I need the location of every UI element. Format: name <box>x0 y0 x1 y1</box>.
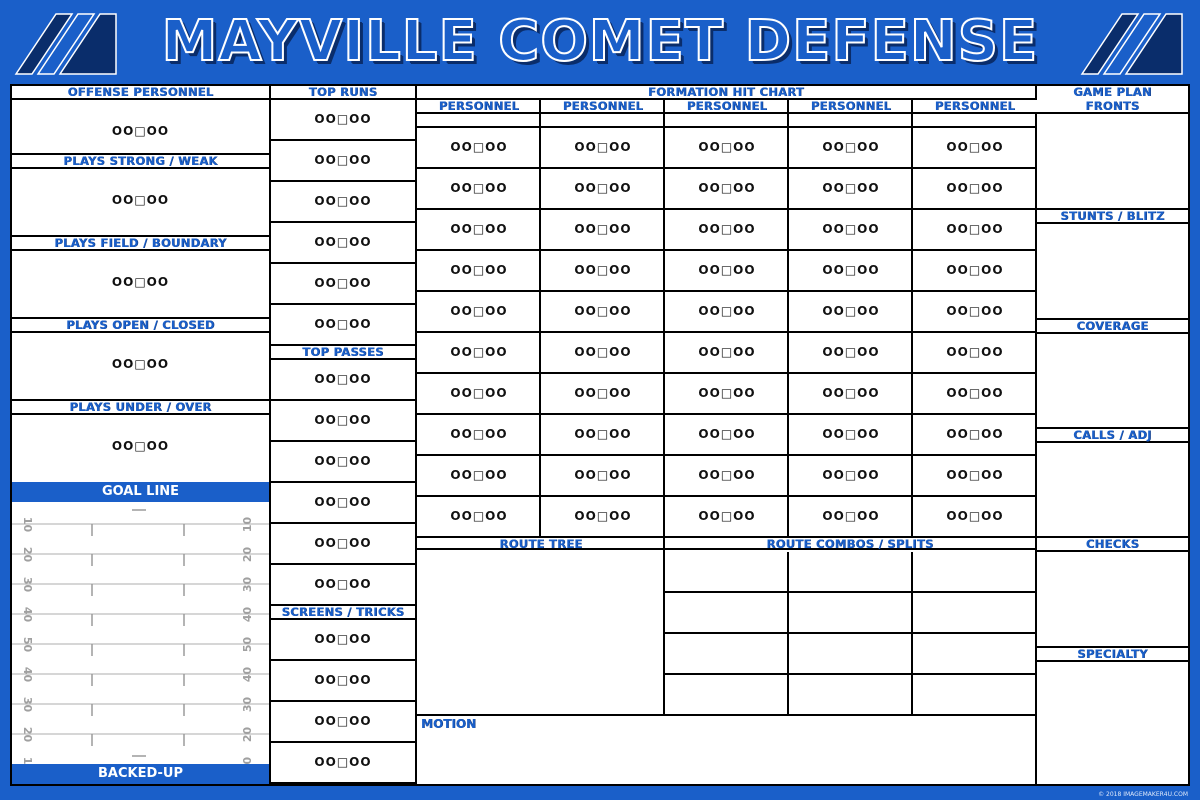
formation-cell[interactable] <box>789 128 913 169</box>
formation-cell[interactable] <box>665 169 789 210</box>
formation-symbol: OO□OO <box>314 713 372 728</box>
play-cell[interactable] <box>271 401 415 442</box>
formation-symbol: OO□OO <box>314 152 372 167</box>
formation-cell[interactable] <box>541 333 665 374</box>
formation-symbol: OO□OO <box>946 263 1004 277</box>
play-cell[interactable] <box>271 223 415 264</box>
formation-symbol: OO□OO <box>111 124 170 138</box>
formation-symbol: OO□OO <box>946 509 1004 523</box>
formation-symbol: OO□OO <box>574 140 632 154</box>
formation-symbol: OO□OO <box>314 453 372 468</box>
personnel-entry[interactable] <box>789 114 913 128</box>
play-cell[interactable] <box>271 360 415 401</box>
yard-number: 10 <box>21 516 35 533</box>
play-cell[interactable] <box>271 182 415 223</box>
formation-symbol: OO□OO <box>574 181 632 195</box>
header-offense-personnel: OFFENSE PERSONNEL <box>12 86 269 100</box>
formation-symbol: OO□OO <box>574 386 632 400</box>
formation-cell[interactable] <box>665 333 789 374</box>
formation-symbol: OO□OO <box>450 345 508 359</box>
formation-symbol: OO□OO <box>574 263 632 277</box>
divider <box>417 714 1035 716</box>
yard-number: 40 <box>241 606 255 623</box>
formation-cell[interactable] <box>789 415 913 456</box>
formation-cell[interactable] <box>417 128 541 169</box>
divider <box>663 100 665 536</box>
formation-symbol: OO□OO <box>822 509 880 523</box>
formation-symbol: OO□OO <box>822 427 880 441</box>
formation-cell[interactable] <box>665 415 789 456</box>
header-stunts-blitz: STUNTS / BLITZ <box>1037 208 1188 224</box>
page-title: MAYVILLE COMET DEFENSE <box>161 9 1039 74</box>
formation-cell[interactable] <box>913 456 1037 497</box>
formation-cell[interactable] <box>541 292 665 333</box>
personnel-entry[interactable] <box>665 114 789 128</box>
divider <box>911 100 913 536</box>
formation-cell[interactable] <box>789 292 913 333</box>
formation-symbol: OO□OO <box>111 275 170 289</box>
formation-symbol: OO□OO <box>111 357 170 371</box>
divider <box>787 100 789 536</box>
yard-number: 40 <box>21 606 35 623</box>
formation-cell[interactable] <box>665 374 789 415</box>
formation-symbol: OO□OO <box>314 111 372 126</box>
formation-cell[interactable] <box>417 415 541 456</box>
formation-symbol: OO□OO <box>698 140 756 154</box>
formation-cell[interactable] <box>541 374 665 415</box>
formation-symbol: OO□OO <box>946 181 1004 195</box>
formation-symbol: OO□OO <box>450 468 508 482</box>
formation-cell[interactable] <box>541 251 665 292</box>
formation-symbol: OO□OO <box>698 263 756 277</box>
formation-symbol: OO□OO <box>822 345 880 359</box>
formation-symbol: OO□OO <box>314 275 372 290</box>
formation-symbol: OO□OO <box>822 386 880 400</box>
formation-symbol: OO□OO <box>822 263 880 277</box>
formation-cell[interactable] <box>541 128 665 169</box>
field-diagram <box>12 502 269 762</box>
formation-cell[interactable] <box>913 333 1037 374</box>
yard-number: 20 <box>21 726 35 743</box>
header-personnel: PERSONNEL <box>665 100 789 114</box>
play-cell[interactable] <box>271 264 415 305</box>
yard-number: 10 <box>241 516 255 533</box>
header-route-combos: ROUTE COMBOS / SPLITS <box>665 536 1035 550</box>
formation-cell[interactable] <box>789 497 913 538</box>
formation-cell[interactable] <box>913 374 1037 415</box>
formation-cell[interactable] <box>541 456 665 497</box>
formation-cell[interactable] <box>541 169 665 210</box>
yard-numbers-left <box>20 518 40 758</box>
motion-label: MOTION <box>421 717 477 731</box>
header-coverage: COVERAGE <box>1037 318 1188 334</box>
play-cell[interactable] <box>271 620 415 661</box>
formation-cell[interactable] <box>789 169 913 210</box>
backed-up-band: BACKED-UP <box>12 764 269 784</box>
formation-symbol: OO□OO <box>450 181 508 195</box>
formation-symbol: OO□OO <box>314 535 372 550</box>
formation-symbol: OO□OO <box>698 222 756 236</box>
formation-symbol: OO□OO <box>314 576 372 591</box>
formation-symbol: OO□OO <box>111 439 170 453</box>
personnel-entry[interactable] <box>913 114 1037 128</box>
play-cell[interactable] <box>271 524 415 565</box>
formation-symbol: OO□OO <box>314 754 372 769</box>
formation-symbol: OO□OO <box>574 222 632 236</box>
formation-symbol: OO□OO <box>698 468 756 482</box>
formation-symbol: OO□OO <box>314 672 372 687</box>
formation-cell[interactable] <box>913 169 1037 210</box>
formation-symbol: OO□OO <box>450 509 508 523</box>
formation-symbol: OO□OO <box>822 140 880 154</box>
header-plays-strong-weak: PLAYS STRONG / WEAK <box>12 153 269 169</box>
copyright-text: © 2018 IMAGEMAKER4U.COM <box>1098 791 1188 798</box>
route-combo-cell[interactable] <box>665 552 789 593</box>
header-formation-hit-chart: FORMATION HIT CHART <box>417 86 1035 100</box>
formation-symbol: OO□OO <box>574 345 632 359</box>
header-personnel: PERSONNEL <box>789 100 913 114</box>
yard-numbers-right <box>240 518 260 758</box>
formation-cell[interactable] <box>417 210 541 251</box>
header-calls-adj: CALLS / ADJ <box>1037 427 1188 443</box>
formation-symbol: OO□OO <box>111 193 170 207</box>
header-checks: CHECKS <box>1037 536 1188 552</box>
formation-cell[interactable] <box>913 497 1037 538</box>
formation-cell[interactable] <box>541 210 665 251</box>
play-cell[interactable] <box>271 100 415 141</box>
formation-symbol: OO□OO <box>946 304 1004 318</box>
goal-line-band: GOAL LINE <box>12 482 269 502</box>
formation-cell[interactable] <box>417 456 541 497</box>
formation-cell[interactable] <box>665 210 789 251</box>
route-combo-cell[interactable] <box>665 593 789 634</box>
formation-symbol: OO□OO <box>698 427 756 441</box>
formation-symbol: OO□OO <box>450 263 508 277</box>
formation-symbol: OO□OO <box>574 468 632 482</box>
play-cell[interactable] <box>271 305 415 346</box>
yard-number: 20 <box>21 546 35 563</box>
yard-number: 20 <box>241 546 255 563</box>
formation-symbol: OO□OO <box>450 140 508 154</box>
yard-number: 30 <box>21 576 35 593</box>
formation-chart-column <box>417 86 1037 784</box>
formation-cell[interactable] <box>913 292 1037 333</box>
team-logo-right-icon <box>1078 6 1188 78</box>
formation-symbol: OO□OO <box>698 304 756 318</box>
formation-cell[interactable] <box>665 456 789 497</box>
formation-cell[interactable] <box>913 210 1037 251</box>
formation-cell[interactable] <box>417 251 541 292</box>
formation-symbol: OO□OO <box>314 412 372 427</box>
header-plays-open-closed: PLAYS OPEN / CLOSED <box>12 317 269 333</box>
formation-symbol: OO□OO <box>822 468 880 482</box>
game-board <box>10 84 1190 786</box>
route-combo-cell[interactable] <box>665 675 789 716</box>
formation-cell[interactable] <box>541 415 665 456</box>
route-combo-cell[interactable] <box>665 634 789 675</box>
formation-symbol: OO□OO <box>574 509 632 523</box>
formation-symbol: OO□OO <box>314 316 372 331</box>
formation-symbol: OO□OO <box>946 345 1004 359</box>
header-screens-tricks: SCREENS / TRICKS <box>271 606 415 620</box>
yard-number: 50 <box>241 636 255 653</box>
header-game-plan: GAME PLAN <box>1037 86 1188 100</box>
route-combo-cell[interactable] <box>789 593 913 634</box>
formation-symbol: OO□OO <box>314 234 372 249</box>
formation-symbol: OO□OO <box>946 140 1004 154</box>
route-combo-cell[interactable] <box>913 675 1037 716</box>
header-specialty: SPECIALTY <box>1037 646 1188 662</box>
play-cell[interactable] <box>271 661 415 702</box>
formation-cell[interactable] <box>789 251 913 292</box>
play-cell[interactable] <box>271 483 415 524</box>
formation-cell[interactable] <box>665 128 789 169</box>
formation-symbol: OO□OO <box>314 494 372 509</box>
formation-symbol: OO□OO <box>450 386 508 400</box>
yard-number: 30 <box>21 696 35 713</box>
yard-number: 30 <box>241 696 255 713</box>
personnel-entry[interactable] <box>541 114 665 128</box>
formation-cell[interactable] <box>913 415 1037 456</box>
formation-symbol: OO□OO <box>574 304 632 318</box>
formation-cell[interactable] <box>789 374 913 415</box>
formation-symbol: OO□OO <box>698 386 756 400</box>
header-fronts: FRONTS <box>1037 100 1188 114</box>
formation-symbol: OO□OO <box>698 345 756 359</box>
formation-symbol: OO□OO <box>946 427 1004 441</box>
formation-cell[interactable] <box>789 456 913 497</box>
formation-cell[interactable] <box>789 210 913 251</box>
formation-symbol: OO□OO <box>450 304 508 318</box>
header-personnel: PERSONNEL <box>417 100 541 114</box>
yard-number: 50 <box>21 636 35 653</box>
yard-number: 40 <box>21 666 35 683</box>
header-top-runs: TOP RUNS <box>271 86 415 100</box>
route-combo-cell[interactable] <box>789 634 913 675</box>
formation-cell[interactable] <box>665 497 789 538</box>
header-plays-field-boundary: PLAYS FIELD / BOUNDARY <box>12 235 269 251</box>
play-cell[interactable] <box>271 565 415 606</box>
header-plays-under-over: PLAYS UNDER / OVER <box>12 399 269 415</box>
route-combo-cell[interactable] <box>789 675 913 716</box>
formation-symbol: OO□OO <box>946 222 1004 236</box>
formation-symbol: OO□OO <box>698 181 756 195</box>
formation-cell[interactable] <box>417 374 541 415</box>
formation-cell[interactable] <box>417 497 541 538</box>
formation-cell[interactable] <box>665 292 789 333</box>
route-combo-cell[interactable] <box>913 593 1037 634</box>
yard-number: 20 <box>241 726 255 743</box>
yard-number: 40 <box>241 666 255 683</box>
formation-symbol: OO□OO <box>450 427 508 441</box>
formation-cell[interactable] <box>417 292 541 333</box>
yard-number: 30 <box>241 576 255 593</box>
divider <box>539 100 541 536</box>
formation-symbol: OO□OO <box>822 181 880 195</box>
play-cell[interactable] <box>271 743 415 784</box>
formation-cell[interactable] <box>913 251 1037 292</box>
formation-symbol: OO□OO <box>698 509 756 523</box>
header-personnel: PERSONNEL <box>541 100 665 114</box>
formation-symbol: OO□OO <box>450 222 508 236</box>
header-personnel: PERSONNEL <box>913 100 1037 114</box>
formation-cell[interactable] <box>541 497 665 538</box>
formation-symbol: OO□OO <box>822 304 880 318</box>
runs-passes-column <box>271 86 417 784</box>
play-cell[interactable] <box>271 442 415 483</box>
play-cell[interactable] <box>271 141 415 182</box>
team-logo-left-icon <box>12 6 122 78</box>
formation-symbol: OO□OO <box>314 371 372 386</box>
play-cell[interactable] <box>271 702 415 743</box>
route-combo-cell[interactable] <box>789 552 913 593</box>
formation-symbol: OO□OO <box>822 222 880 236</box>
header-top-passes: TOP PASSES <box>271 346 415 360</box>
route-combo-cell[interactable] <box>913 634 1037 675</box>
game-plan-column <box>1037 86 1188 784</box>
formation-cell[interactable] <box>417 169 541 210</box>
formation-cell[interactable] <box>913 128 1037 169</box>
formation-symbol: OO□OO <box>946 468 1004 482</box>
formation-cell[interactable] <box>417 333 541 374</box>
left-column <box>12 86 271 784</box>
formation-symbol: OO□OO <box>314 193 372 208</box>
formation-cell[interactable] <box>789 333 913 374</box>
formation-cell[interactable] <box>665 251 789 292</box>
personnel-entry[interactable] <box>417 114 541 128</box>
formation-symbol: OO□OO <box>574 427 632 441</box>
formation-symbol: OO□OO <box>314 631 372 646</box>
formation-symbol: OO□OO <box>946 386 1004 400</box>
header-route-tree: ROUTE TREE <box>417 536 665 550</box>
route-combo-cell[interactable] <box>913 552 1037 593</box>
